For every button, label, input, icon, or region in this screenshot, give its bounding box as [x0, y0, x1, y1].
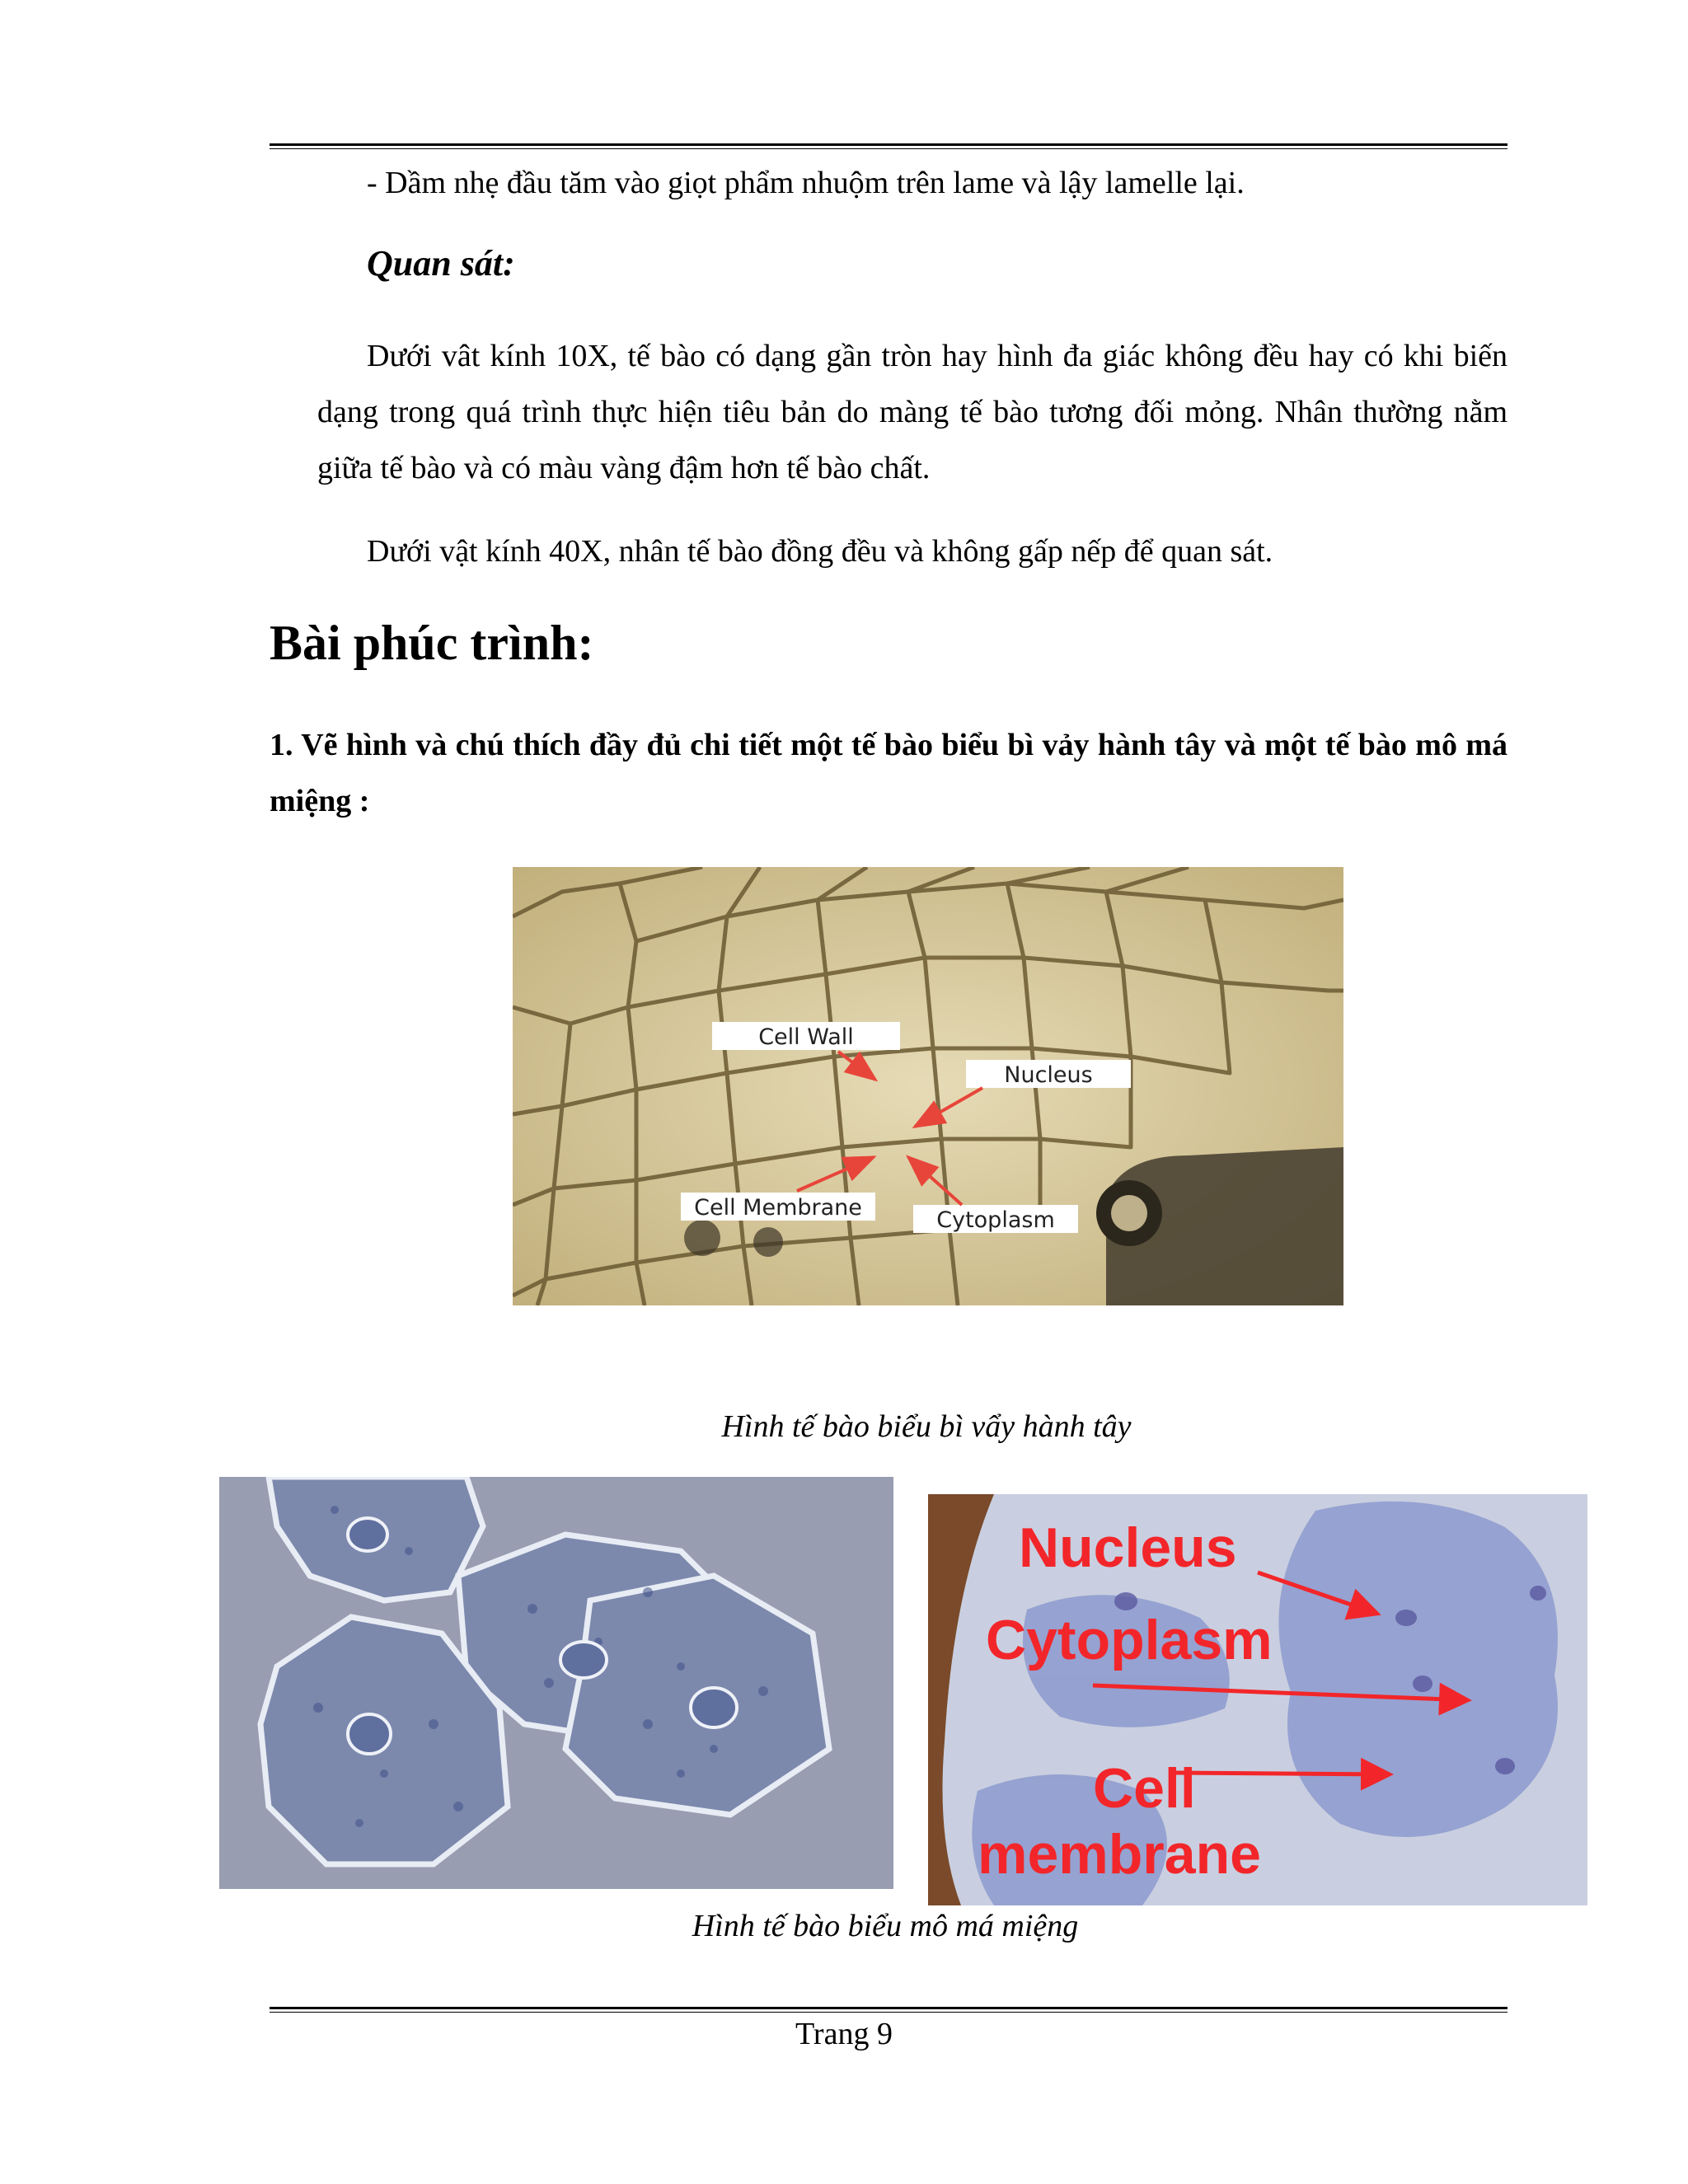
label-cell-membrane-cheek-1: Cell: [1093, 1757, 1196, 1820]
arrow-cell-membrane-cheek: [1175, 1773, 1390, 1774]
question-1: 1. Vẽ hình và chú thích đầy đủ chi tiết một tế bào biểu bì vảy hành tây và một tế bào mô má miệng :: [270, 728, 1507, 818]
footer-rule: [270, 2007, 1507, 2013]
cheek-figure-caption: Hình tế bào biểu mô má miệng: [692, 1909, 1079, 1943]
label-cell-wall: Cell Wall: [758, 1024, 854, 1050]
cheek-cell-image: [219, 1477, 893, 1889]
page-number: Trang 9: [795, 2017, 893, 2051]
label-nucleus: Nucleus: [1004, 1062, 1093, 1088]
report-heading: Bài phúc trình:: [270, 616, 594, 670]
observation-paragraph-2: Dưới vật kính 40X, nhân tế bào đồng đều và không gấp nếp để quan sát.: [367, 534, 1273, 569]
instruction-line: - Dầm nhẹ đầu tăm vào giọt phẩm nhuộm trên lame và lậy lamelle lại.: [367, 166, 1245, 200]
onion-cell-image: [513, 867, 1343, 1305]
label-cell-membrane-cheek-2: membrane: [978, 1823, 1261, 1886]
observation-paragraph-1: Dưới vât kính 10X, tế bào có dạng gần tròn hay hình đa giác không đều hay có khi biến dạng trong quá trình thực hiện tiêu bản do màng tế bào tương đối mỏng. Nhân thường nằm giữa tế bào và có màu vàng đậm hơn tế bào chất.: [317, 339, 1507, 485]
observe-heading: Quan sát:: [367, 243, 515, 284]
label-nucleus-cheek: Nucleus: [1019, 1516, 1237, 1579]
cheek-cell-labeled-image: [928, 1494, 1587, 1905]
label-cytoplasm: Cytoplasm: [936, 1207, 1055, 1233]
onion-figure-caption: Hình tế bào biểu bì vẩy hành tây: [721, 1409, 1132, 1444]
header-rule: [270, 143, 1507, 149]
label-cell-membrane: Cell Membrane: [694, 1195, 862, 1221]
label-cytoplasm-cheek: Cytoplasm: [986, 1609, 1273, 1671]
